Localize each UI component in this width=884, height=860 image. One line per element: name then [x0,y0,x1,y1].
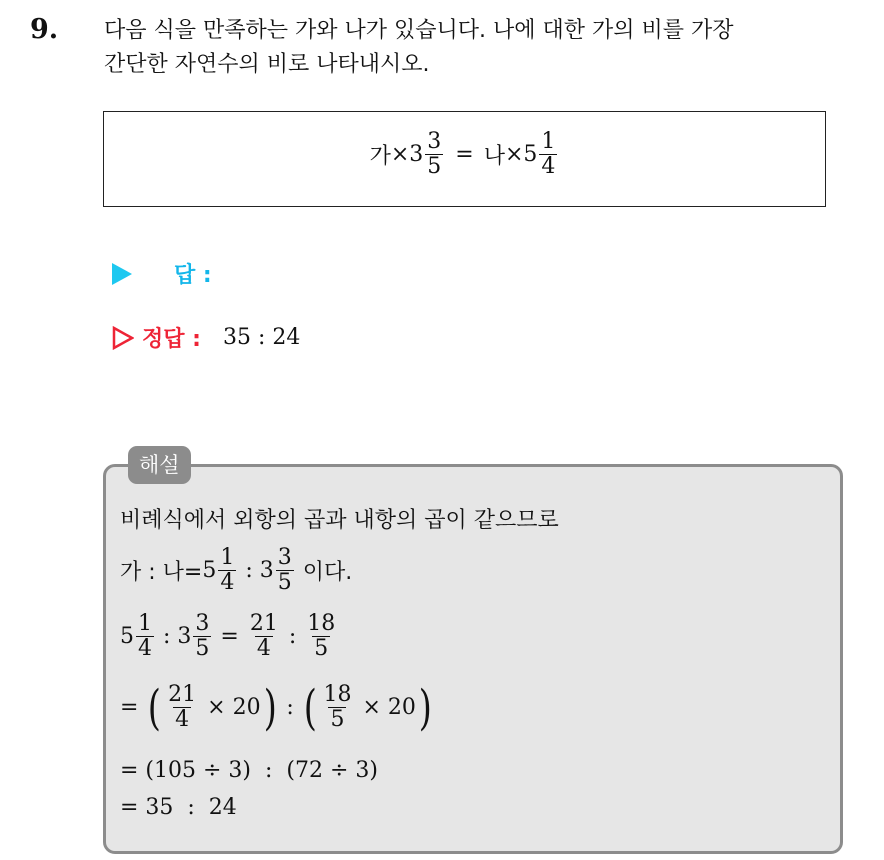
ratio-colon: : [279,695,301,720]
explanation-line4 [120,679,435,736]
mixed-whole: 3 [259,558,274,583]
fraction [218,546,236,595]
explanation-line2 [120,546,352,595]
solution-row [112,322,300,353]
ratio-suffix: 이다. [295,560,353,585]
left-paren: ( [303,679,317,736]
mixed-whole: 3 [177,624,192,649]
numerator: 3 [427,129,442,154]
times-sign: × [504,142,524,167]
fraction [248,612,280,661]
mixed-whole: 5 [120,624,134,649]
equation-var-ga: 가 [369,144,391,169]
equation [104,130,825,179]
left-paren: ( [148,679,162,736]
equation-var-na: 나 [483,144,505,169]
fraction [321,683,353,732]
question-text [104,14,864,82]
equation-box [103,111,826,207]
numerator: 21 [168,682,197,707]
answer-label: 답 : [174,263,212,288]
numerator: 3 [277,545,292,570]
numerator: 1 [138,611,152,636]
denominator: 4 [138,636,152,661]
explanation-line6: = 35 : 24 [120,795,237,820]
fraction [539,130,557,179]
denominator: 5 [195,636,210,661]
denominator: 4 [256,636,271,661]
ratio-colon: : [238,558,260,583]
fraction [166,683,198,732]
numerator: 1 [541,129,556,154]
equals-sign: = [213,624,246,649]
play-triangle-icon [112,263,132,285]
explanation-line3 [120,612,339,661]
mixed-whole: 5 [202,558,217,583]
numerator: 3 [195,611,210,636]
denominator: 5 [427,154,442,179]
right-paren: ) [263,679,277,736]
equals-sign: = [455,142,474,167]
ratio-colon: : [281,624,304,649]
ratio-colon: : [156,624,178,649]
fraction [276,546,294,595]
fraction [305,612,337,661]
numerator: 18 [307,611,336,636]
numerator: 1 [220,545,235,570]
ratio-prefix: 가 : 나= [120,560,203,585]
numerator: 18 [323,682,352,707]
question-number: 9. [30,14,59,45]
equals-sign: = [120,695,146,720]
denominator: 5 [314,636,329,661]
fraction [425,130,443,179]
denominator: 5 [330,707,345,732]
mixed-whole: 5 [523,142,538,167]
explanation-tab: 해설 [128,446,191,484]
denominator: 4 [541,154,556,179]
times-twenty: × 20 [355,695,416,720]
fraction [136,612,154,661]
numerator: 21 [249,611,278,636]
outline-triangle-icon [112,326,134,350]
question-text-line2: 간단한 자연수의 비로 나타내시오. [104,52,430,77]
explanation-line5: = (105 ÷ 3) : (72 ÷ 3) [120,758,378,783]
denominator: 4 [175,707,190,732]
right-paren: ) [418,679,432,736]
solution-label: 정답 : [142,327,201,352]
question-text-line1: 다음 식을 만족하는 가와 나가 있습니다. 나에 대한 가의 비를 가장 [104,18,734,43]
times-twenty: × 20 [200,695,261,720]
mixed-whole: 3 [409,142,424,167]
fraction [193,612,211,661]
denominator: 5 [277,570,292,595]
denominator: 4 [220,570,235,595]
explanation-line1: 비례식에서 외항의 곱과 내항의 곱이 같으므로 [120,508,559,533]
solution-value: 35 : 24 [222,325,301,350]
times-sign: × [390,142,410,167]
answer-row [112,258,212,289]
